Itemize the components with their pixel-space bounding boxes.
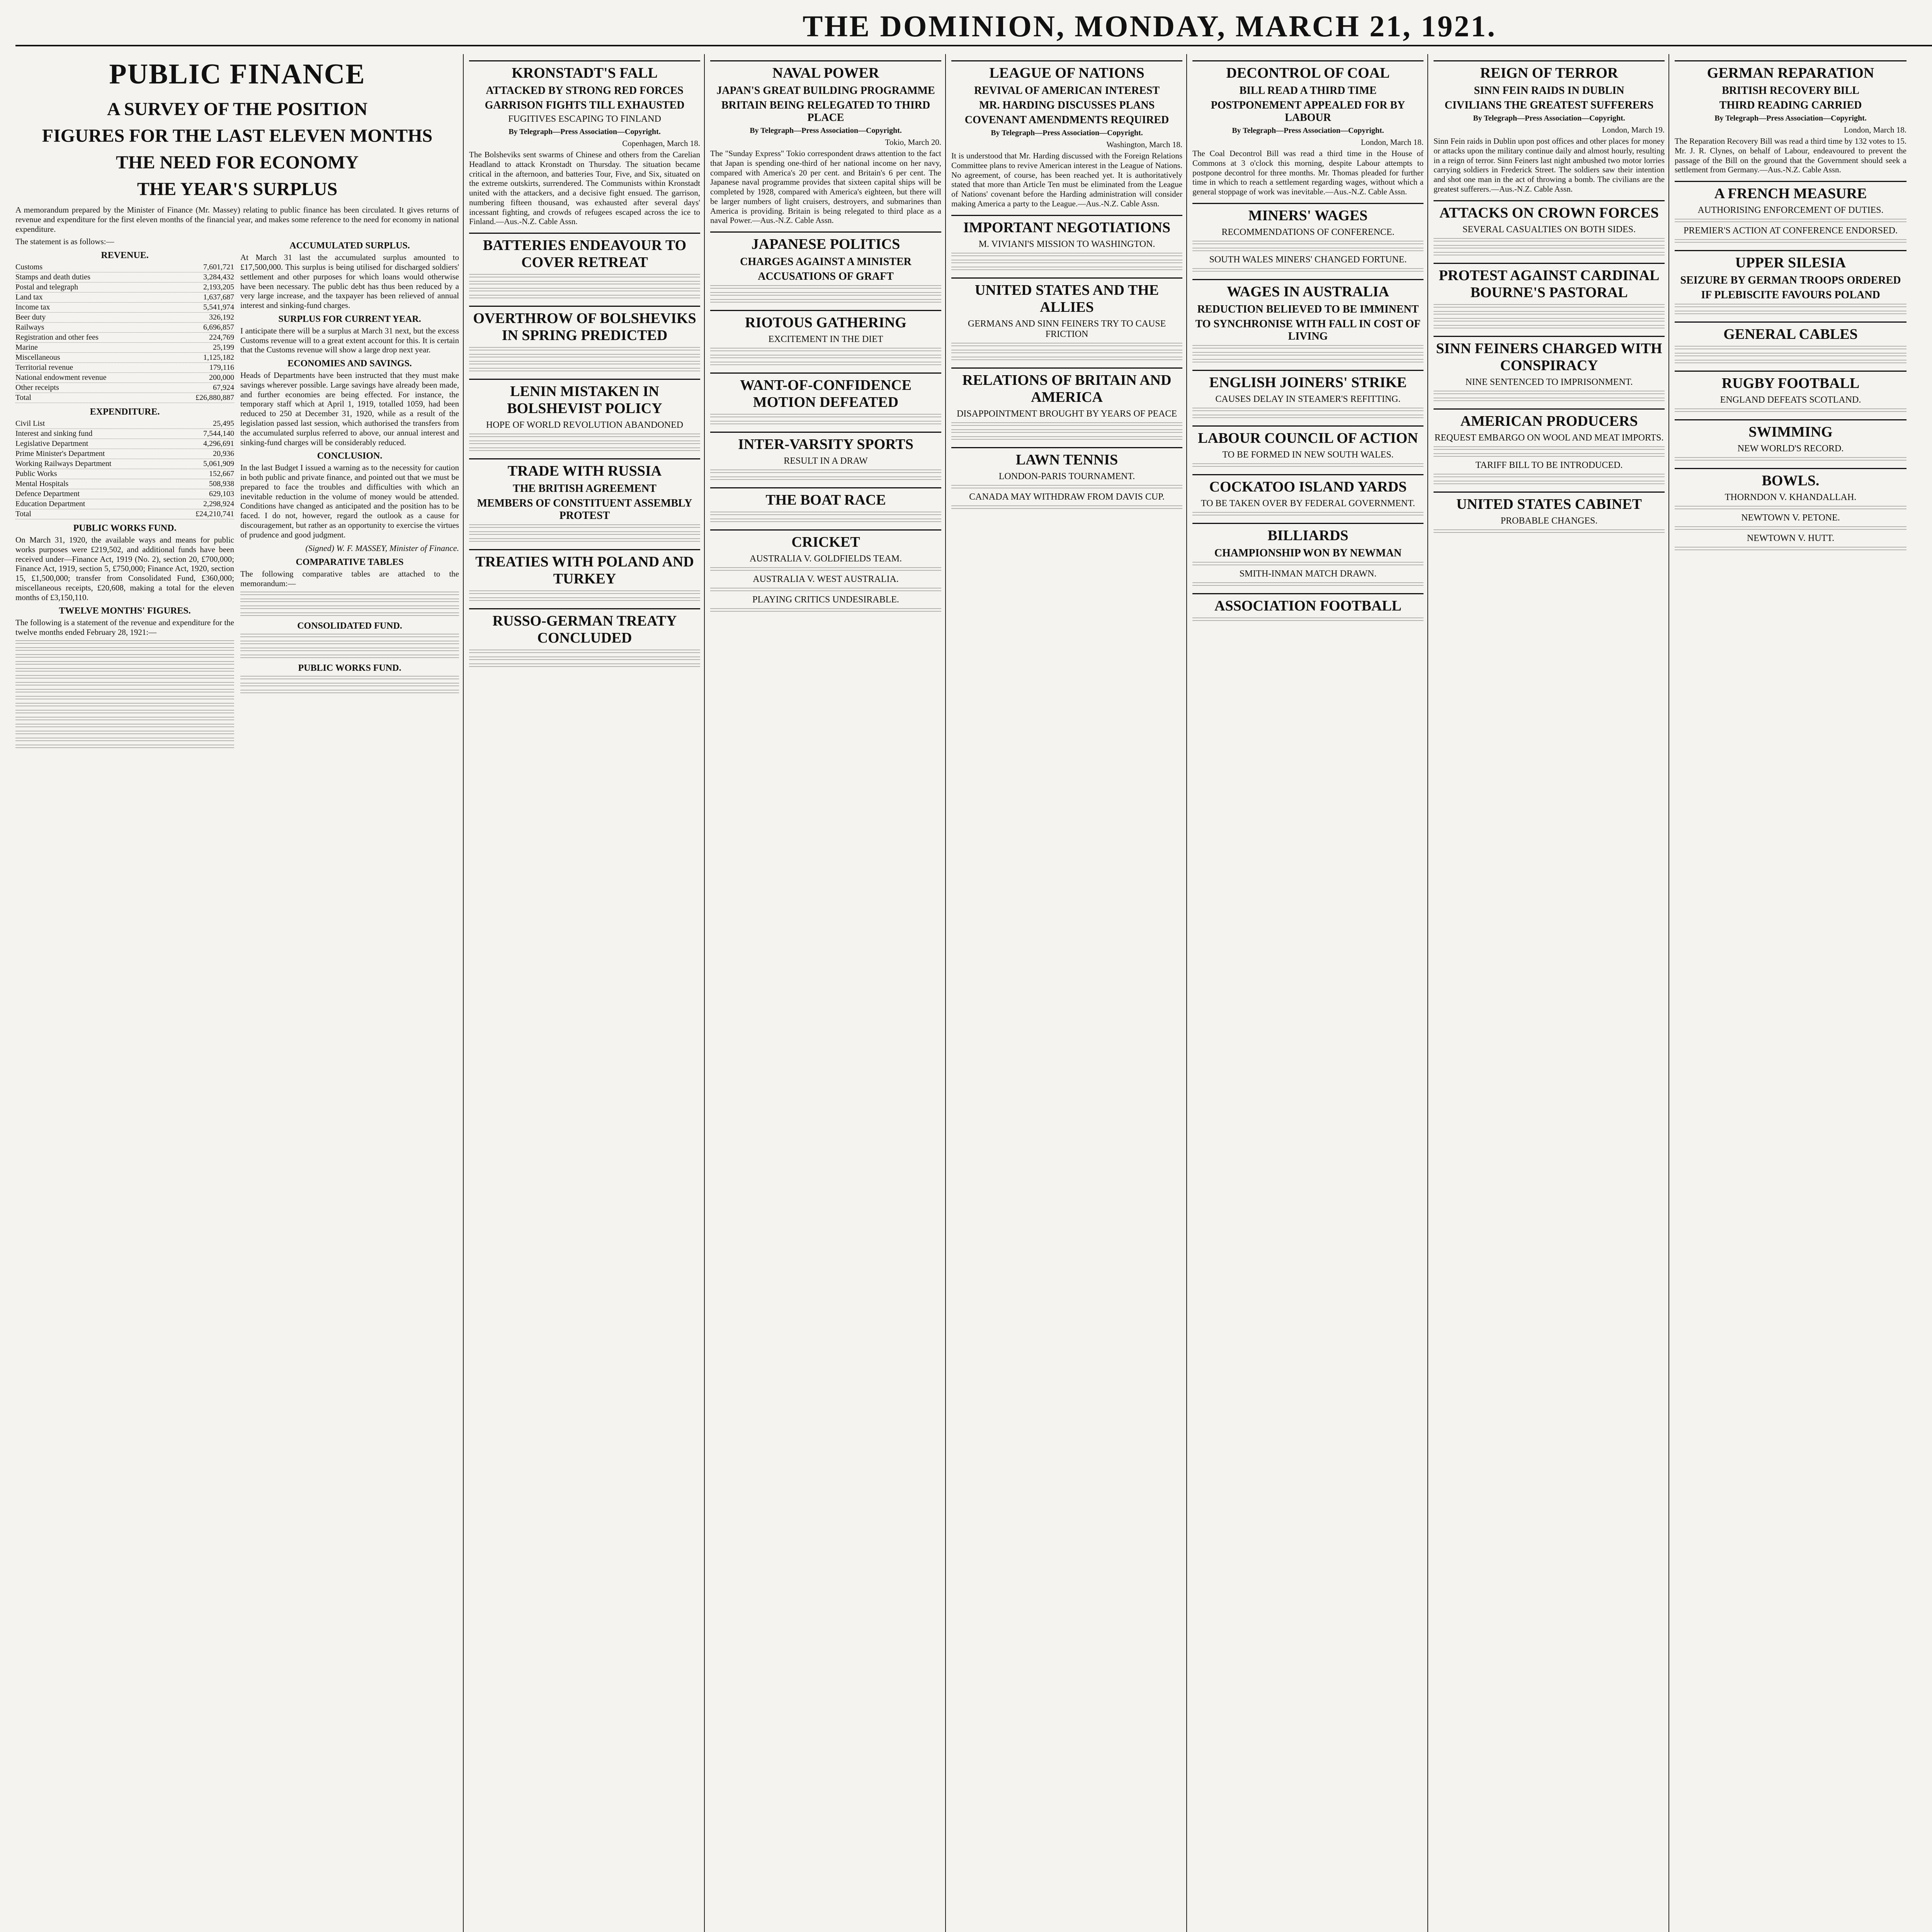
revenue-label: Railways: [15, 323, 44, 332]
current-title: SURPLUS FOR CURRENT YEAR.: [278, 314, 421, 324]
revenue-row: [15, 363, 234, 373]
revenue-row: [15, 313, 234, 323]
story-head: AMERICAN PRODUCERS: [1434, 408, 1665, 430]
story-head: ASSOCIATION FOOTBALL: [1192, 593, 1423, 614]
story-head: A FRENCH MEASURE: [1675, 181, 1906, 202]
expenditure-row: [15, 429, 234, 439]
revenue-value: 2,193,205: [203, 283, 234, 292]
story-sub: CHAMPIONSHIP WON BY NEWMAN: [1214, 547, 1402, 559]
expenditure-row: [15, 489, 234, 499]
expenditure-row: [15, 459, 234, 469]
twelve-title: TWELVE MONTHS' FIGURES.: [59, 606, 191, 616]
story-sub: BRITISH RECOVERY BILL: [1722, 85, 1859, 97]
revenue-row: [15, 353, 234, 363]
revenue-label: Registration and other fees: [15, 333, 99, 342]
revenue-label: Income tax: [15, 303, 50, 312]
finance-right: [240, 237, 459, 752]
story-sub: COVENANT AMENDMENTS REQUIRED: [964, 114, 1169, 126]
expenditure-row: [15, 469, 234, 479]
expenditure-title: EXPENDITURE.: [90, 407, 160, 417]
expenditure-value: 629,103: [209, 490, 234, 498]
credit-line: By Telegraph—Press Association—Copyright.: [1232, 126, 1384, 135]
column-german-reparation: [1675, 54, 1910, 1932]
story-sub: SEIZURE BY GERMAN TROOPS ORDERED: [1680, 274, 1901, 287]
expenditure-label: Legislative Department: [15, 439, 88, 448]
revenue-value: £26,880,887: [196, 393, 234, 402]
story-dek: SOUTH WALES MINERS' CHANGED FORTUNE.: [1209, 254, 1407, 265]
headline-public-finance: PUBLIC FINANCE: [109, 58, 366, 90]
columns: [15, 54, 1932, 1932]
story-head-reparation: GERMAN REPARATION: [1675, 60, 1906, 82]
works-title: PUBLIC WORKS FUND.: [73, 523, 177, 534]
story-head: SWIMMING: [1675, 419, 1906, 440]
story-dek: HOPE OF WORLD REVOLUTION ABANDONED: [486, 420, 684, 430]
story-head: RELATIONS OF BRITAIN AND AMERICA: [951, 367, 1182, 406]
expenditure-row: [15, 419, 234, 429]
dateline: London, March 19.: [1602, 125, 1665, 134]
revenue-value: 7,601,721: [203, 263, 234, 272]
revenue-row: [15, 262, 234, 272]
revenue-value: 224,769: [209, 333, 234, 342]
revenue-row: [15, 343, 234, 353]
public-works-title: PUBLIC WORKS FUND.: [298, 663, 401, 673]
expenditure-value: 7,544,140: [203, 429, 234, 438]
story-head-naval: NAVAL POWER: [710, 60, 941, 82]
revenue-row: [15, 293, 234, 303]
expenditure-value: 20,936: [213, 449, 234, 458]
revenue-label: Customs: [15, 263, 43, 272]
story-dek: THORNDON V. KHANDALLAH.: [1725, 492, 1857, 503]
revenue-row: [15, 282, 234, 293]
story-sub: CIVILIANS THE GREATEST SUFFERERS: [1444, 99, 1654, 111]
story-sub: GARRISON FIGHTS TILL EXHAUSTED: [485, 99, 685, 111]
story-head: BILLIARDS: [1192, 523, 1423, 544]
story-sub: POSTPONEMENT APPEALED FOR BY LABOUR: [1211, 99, 1405, 124]
story-sub: THIRD READING CARRIED: [1719, 99, 1862, 111]
story-dek: FUGITIVES ESCAPING TO FINLAND: [508, 114, 661, 124]
story-head: TRADE WITH RUSSIA: [469, 458, 700, 480]
credit-line: By Telegraph—Press Association—Copyright.: [991, 129, 1143, 137]
comparative-text: The following comparative tables are attached to the memorandum:—: [240, 569, 459, 588]
story-head: BOWLS.: [1675, 468, 1906, 489]
expenditure-value: 5,061,909: [203, 459, 234, 468]
story-sub: THE BRITISH AGREEMENT: [513, 483, 656, 495]
story-head-terror: REIGN OF TERROR: [1434, 60, 1665, 82]
surplus-title: ACCUMULATED SURPLUS.: [289, 241, 410, 251]
subhead-economy: THE NEED FOR ECONOMY: [116, 152, 359, 173]
story-sub: ATTACKED BY STRONG RED FORCES: [486, 85, 684, 97]
revenue-row: [15, 323, 234, 333]
story-dek: LONDON-PARIS TOURNAMENT.: [998, 471, 1135, 481]
expenditure-row: [15, 479, 234, 489]
story-sub: MEMBERS OF CONSTITUENT ASSEMBLY PROTEST: [477, 497, 692, 522]
revenue-value: 3,284,432: [203, 273, 234, 282]
comparative-title: COMPARATIVE TABLES: [296, 557, 404, 568]
story-dek: AUSTRALIA V. GOLDFIELDS TEAM.: [749, 554, 902, 564]
story-head: LENIN MISTAKEN IN BOLSHEVIST POLICY: [469, 379, 700, 417]
expenditure-label: Education Department: [15, 500, 85, 509]
expenditure-label: Working Railways Department: [15, 459, 112, 468]
story-dek: AUSTRALIA V. WEST AUSTRALIA.: [753, 574, 899, 585]
story-dek: TO BE FORMED IN NEW SOUTH WALES.: [1222, 449, 1394, 460]
story-sub: JAPAN'S GREAT BUILDING PROGRAMME: [716, 85, 935, 97]
story-head: WAGES IN AUSTRALIA: [1192, 279, 1423, 300]
story-head: COCKATOO ISLAND YARDS: [1192, 474, 1423, 495]
credit-line: By Telegraph—Press Association—Copyright.: [1473, 114, 1625, 122]
revenue-label: National endowment revenue: [15, 373, 107, 382]
subhead-surplus: THE YEAR'S SURPLUS: [137, 179, 338, 199]
expenditure-value: 152,667: [209, 469, 234, 478]
revenue-row: [15, 393, 234, 403]
story-body: The Bolsheviks sent swarms of Chinese and others from the Carelian Headland to attack Kronstadt on Thursday. The situation became critical in the afternoon, and batteries Tour, Five, and Six, situated on the extreme outskirts, surrendered. The Communists within Kronstadt united with the attackers, and a decisive fight ensued. The garrison, numbering fifteen thousand, was exhausted after several days' incessant fighting, and crowds of refugees escaped across the ice to Finland.—Aus.-N.Z. Cable Assn.: [469, 150, 700, 226]
revenue-value: 326,192: [209, 313, 234, 322]
revenue-value: 67,924: [213, 383, 234, 392]
story-head: THE BOAT RACE: [710, 487, 941, 509]
economies-title: ECONOMIES AND SAVINGS.: [287, 359, 412, 369]
story-dek: GERMANS AND SINN FEINERS TRY TO CAUSE FRICTION: [968, 318, 1166, 339]
story-head: UNITED STATES CABINET: [1434, 492, 1665, 513]
column-public-finance: [15, 54, 464, 1932]
revenue-row: [15, 272, 234, 282]
story-head: SINN FEINERS CHARGED WITH CONSPIRACY: [1434, 336, 1665, 374]
revenue-label: Marine: [15, 343, 38, 352]
revenue-row: [15, 303, 234, 313]
story-head-coal: DECONTROL OF COAL: [1192, 60, 1423, 82]
finance-left: [15, 237, 234, 752]
conclusion-text: In the last Budget I issued a warning as to the necessity for caution in both public and private finance, and pointed out that we must be prepared to face the troubles and difficulties with which an inevitable reduction in the volume of money would be attended. Conditions have changed as anticipated and the position has to be faced. I do not, however, regard the outlook as a cause for discouragement, but rather as an opportunity to exercise the virtues of prudence and good judgment.: [240, 463, 459, 539]
story-dek: TARIFF BILL TO BE INTRODUCED.: [1475, 460, 1623, 470]
story-sub: REVIVAL OF AMERICAN INTEREST: [974, 85, 1160, 97]
story-head: JAPANESE POLITICS: [710, 231, 941, 253]
story-head: TREATIES WITH POLAND AND TURKEY: [469, 549, 700, 587]
story-dek: SMITH-INMAN MATCH DRAWN.: [1239, 568, 1377, 579]
expenditure-value: 4,296,691: [203, 439, 234, 448]
revenue-label: Territorial revenue: [15, 363, 73, 372]
revenue-label: Land tax: [15, 293, 43, 302]
story-sub: MR. HARDING DISCUSSES PLANS: [979, 99, 1155, 111]
story-head: IMPORTANT NEGOTIATIONS: [951, 215, 1182, 236]
story-head: LAWN TENNIS: [951, 447, 1182, 468]
revenue-value: 25,199: [213, 343, 234, 352]
expenditure-label: Total: [15, 510, 31, 519]
story-head: PROTEST AGAINST CARDINAL BOURNE'S PASTORAL: [1434, 263, 1665, 301]
dateline: Washington, March 18.: [1106, 140, 1182, 149]
revenue-label: Other receipts: [15, 383, 59, 392]
story-dek: RECOMMENDATIONS OF CONFERENCE.: [1221, 227, 1395, 237]
story-dek: EXCITEMENT IN THE DIET: [768, 334, 883, 345]
story-dek: DISAPPOINTMENT BROUGHT BY YEARS OF PEACE: [956, 408, 1177, 419]
works-text: On March 31, 1920, the available ways and means for public works purposes were £219,502, and additional funds have been received under—Finance Act, 1919 (No. 2), section 20, £700,000; Finance Act, 1919, section 5, £750,000; Finance Act, 1920, section 15, £1,500,000; transfer from Consolidated Fund, £360,000; miscellaneous receipts, £20,608, making a total for the eleven months of £3,150,110.: [15, 535, 234, 602]
dateline: Tokio, March 20.: [885, 138, 941, 147]
story-dek: M. VIVIANI'S MISSION TO WASHINGTON.: [978, 239, 1155, 249]
story-dek: CANADA MAY WITHDRAW FROM DAVIS CUP.: [969, 492, 1165, 502]
story-sub: IF PLEBISCITE FAVOURS POLAND: [1701, 289, 1880, 301]
column-kronstadt: [469, 54, 705, 1932]
revenue-table: [15, 262, 234, 403]
story-head: ENGLISH JOINERS' STRIKE: [1192, 370, 1423, 391]
revenue-row: [15, 333, 234, 343]
column-decontrol-coal: [1192, 54, 1428, 1932]
current-text: I anticipate there will be a surplus at March 31 next, but the excess Customs revenue will to a great extent account for this. It is certain that the Customs revenue will show a large drop next year.: [240, 326, 459, 355]
consolidated-title: CONSOLIDATED FUND.: [297, 621, 402, 631]
story-dek: PROBABLE CHANGES.: [1500, 515, 1598, 526]
story-sub: ACCUSATIONS OF GRAFT: [758, 270, 894, 283]
revenue-value: 6,696,857: [203, 323, 234, 332]
revenue-value: 1,637,687: [203, 293, 234, 302]
twelve-text: The following is a statement of the revenue and expenditure for the twelve months ended February 28, 1921:—: [15, 618, 234, 637]
expenditure-label: Civil List: [15, 419, 45, 428]
story-body: The Reparation Recovery Bill was read a third time by 132 votes to 15. Mr. J. R. Clynes, on behalf of Labour, endeavoured to prevent the passage of the Bill on the ground that the Government should seek a settlement from Germany.—Aus.-N.Z. Cable Assn.: [1675, 136, 1906, 175]
story-dek: NEWTOWN V. HUTT.: [1747, 533, 1835, 544]
revenue-value: 200,000: [209, 373, 234, 382]
subhead-figures: FIGURES FOR THE LAST ELEVEN MONTHS: [42, 126, 433, 146]
expenditure-label: Interest and sinking fund: [15, 429, 93, 438]
story-sub: SINN FEIN RAIDS IN DUBLIN: [1474, 85, 1624, 97]
expenditure-value: 508,938: [209, 480, 234, 488]
expenditure-value: 2,298,924: [203, 500, 234, 509]
story-head-kronstadt: KRONSTADT'S FALL: [469, 60, 700, 82]
revenue-value: 1,125,182: [203, 353, 234, 362]
story-dek: NINE SENTENCED TO IMPRISONMENT.: [1465, 377, 1633, 387]
expenditure-label: Mental Hospitals: [15, 480, 69, 488]
conclusion-title: CONCLUSION.: [317, 451, 383, 461]
expenditure-row: [15, 439, 234, 449]
economies-text: Heads of Departments have been instructed that they must make savings wherever possible. Large savings have already been made, and further economies are being effected. For instance, the temporary staff which at April 1, 1919, totalled 1059, had been reduced to 250 at December 31, 1920, while as a result of the legislation passed last session, which authorised the transfers from the accumulated surplus referred to above, our annual interest and sinking-fund charges will be considerably reduced.: [240, 371, 459, 447]
story-body: It is understood that Mr. Harding discussed with the Foreign Relations Committee plans to revive American interest in the League of Nations. No agreement, of course, has been reached yet. It is authoritatively stated that more than Article Ten must be eliminated from the League of Nations' covenant before the Harding administration will consider making America a party to the League.—Aus.-N.Z. Cable Assn.: [951, 151, 1182, 208]
credit-line: By Telegraph—Press Association—Copyright.: [509, 128, 661, 136]
column-league-of-nations: [951, 54, 1187, 1932]
story-body: Sinn Fein raids in Dublin upon post offices and other places for money or attacks upon the military continue daily and almost hourly, resulting in a reign of terror. Sinn Feiners last night ambushed two motor lorries carrying soldiers in Frederick Street. The soldiers saw their intention and shot one man in the act of throwing a bomb. The civilians are the greatest sufferers.—Aus.-N.Z. Cable Assn.: [1434, 136, 1665, 194]
story-head: OVERTHROW OF BOLSHEVIKS IN SPRING PREDICTED: [469, 306, 700, 344]
expenditure-row: [15, 509, 234, 519]
story-dek: TO BE TAKEN OVER BY FEDERAL GOVERNMENT.: [1201, 498, 1415, 509]
story-head: ATTACKS ON CROWN FORCES: [1434, 200, 1665, 221]
revenue-row: [15, 373, 234, 383]
story-dek: REQUEST EMBARGO ON WOOL AND MEAT IMPORTS.: [1434, 432, 1664, 443]
story-head: LABOUR COUNCIL OF ACTION: [1192, 425, 1423, 447]
story-dek: ENGLAND DEFEATS SCOTLAND.: [1720, 395, 1861, 405]
revenue-label: Postal and telegraph: [15, 283, 78, 292]
revenue-label: Total: [15, 393, 31, 402]
story-sub: BRITAIN BEING RELEGATED TO THIRD PLACE: [721, 99, 930, 124]
story-head: INTER-VARSITY SPORTS: [710, 432, 941, 453]
story-head: CRICKET: [710, 529, 941, 551]
story-sub: TO SYNCHRONISE WITH FALL IN COST OF LIVING: [1195, 318, 1421, 342]
story-sub: BILL READ A THIRD TIME: [1239, 85, 1377, 97]
story-head-league: LEAGUE OF NATIONS: [951, 60, 1182, 82]
dateline: London, March 18.: [1844, 125, 1906, 134]
expenditure-label: Prime Minister's Department: [15, 449, 105, 458]
credit-line: By Telegraph—Press Association—Copyright.: [1714, 114, 1867, 122]
expenditure-value: £24,210,741: [196, 510, 234, 519]
story-head: GENERAL CABLES: [1675, 321, 1906, 343]
statement-line: The statement is as follows:—: [15, 237, 114, 247]
story-body: The "Sunday Express" Tokio correspondent draws attention to the fact that Japan is spending one-third of her national income on her navy, compared with America's 20 per cent. and Britain's 6 per cent. The Japanese naval programme provides that sixteen capital ships will be completed by 1928, compared with America's eighteen, but there will be larger numbers of light cruisers, destroyers, and submarines than America is providing. Britain is being relegated to third place as a naval Power.—Aus.-N.Z. Cable Assn.: [710, 149, 941, 225]
story-dek: CAUSES DELAY IN STEAMER'S REFITTING.: [1215, 394, 1401, 404]
masthead-title: THE DOMINION, MONDAY, MARCH 21, 1921.: [803, 9, 1497, 43]
story-sub: CHARGES AGAINST A MINISTER: [740, 256, 912, 268]
story-dek: PLAYING CRITICS UNDESIRABLE.: [752, 595, 899, 605]
story-dek: AUTHORISING ENFORCEMENT OF DUTIES.: [1697, 205, 1884, 216]
story-dek: NEWTOWN V. PETONE.: [1741, 513, 1840, 523]
expenditure-table: [15, 419, 234, 519]
finance-body: [15, 237, 459, 752]
subhead-survey: A SURVEY OF THE POSITION: [107, 99, 367, 119]
story-head: MINERS' WAGES: [1192, 203, 1423, 224]
story-head: UNITED STATES AND THE ALLIES: [951, 277, 1182, 316]
signature: (Signed) W. F. MASSEY, Minister of Finance.: [305, 543, 459, 553]
column-reign-of-terror: [1434, 54, 1669, 1932]
expenditure-row: [15, 449, 234, 459]
credit-line: By Telegraph—Press Association—Copyright.: [750, 126, 902, 135]
story-head: WANT-OF-CONFIDENCE MOTION DEFEATED: [710, 372, 941, 411]
intro-paragraph: A memorandum prepared by the Minister of Finance (Mr. Massey) relating to public finance has been circulated. It gives returns of revenue and expenditure for the first eleven months of the financial year, and makes some reference to the need for economy in national expenditure.: [15, 205, 459, 234]
story-head: RUGBY FOOTBALL: [1675, 371, 1906, 392]
expenditure-row: [15, 499, 234, 509]
story-dek: SEVERAL CASUALTIES ON BOTH SIDES.: [1462, 224, 1636, 235]
story-head: BATTERIES ENDEAVOUR TO COVER RETREAT: [469, 233, 700, 271]
story-head: RIOTOUS GATHERING: [710, 310, 941, 331]
surplus-text: At March 31 last the accumulated surplus amounted to £17,500,000. This surplus is being utilised for discharged soldiers' settlement and other purposes for which loans would otherwise have been necessary. The public debt has thus been reduced by a very large increase, and the taxpayer has been relieved of annual interest and sinking-fund charges.: [240, 253, 459, 310]
revenue-label: Beer duty: [15, 313, 46, 322]
expenditure-label: Defence Department: [15, 490, 80, 498]
revenue-title: REVENUE.: [101, 250, 149, 261]
story-dek: NEW WORLD'S RECORD.: [1737, 444, 1844, 454]
story-head: UPPER SILESIA: [1675, 250, 1906, 271]
expenditure-label: Public Works: [15, 469, 57, 478]
column-naval-power: [710, 54, 946, 1932]
dateline: Copenhagen, March 18.: [622, 139, 700, 148]
revenue-value: 5,541,974: [203, 303, 234, 312]
story-head: RUSSO-GERMAN TREATY CONCLUDED: [469, 608, 700, 646]
revenue-label: Miscellaneous: [15, 353, 60, 362]
story-dek: PREMIER'S ACTION AT CONFERENCE ENDORSED.: [1684, 226, 1898, 236]
revenue-row: [15, 383, 234, 393]
revenue-label: Stamps and death duties: [15, 273, 90, 282]
story-sub: REDUCTION BELIEVED TO BE IMMINENT: [1197, 303, 1419, 315]
story-dek: RESULT IN A DRAW: [784, 456, 868, 466]
revenue-value: 179,116: [209, 363, 234, 372]
story-body: The Coal Decontrol Bill was read a third time in the House of Commons at 3 o'clock this morning, despite Labour attempts to postpone decontrol for three months. Mr. Thomas pleaded for further time in which to reach a settlement regarding wages, without which a general stoppage of work was inevitable.—Aus.-N.Z. Cable Assn.: [1192, 149, 1423, 197]
expenditure-value: 25,495: [213, 419, 234, 428]
dateline: London, March 18.: [1361, 138, 1423, 147]
masthead: [15, 8, 1932, 46]
